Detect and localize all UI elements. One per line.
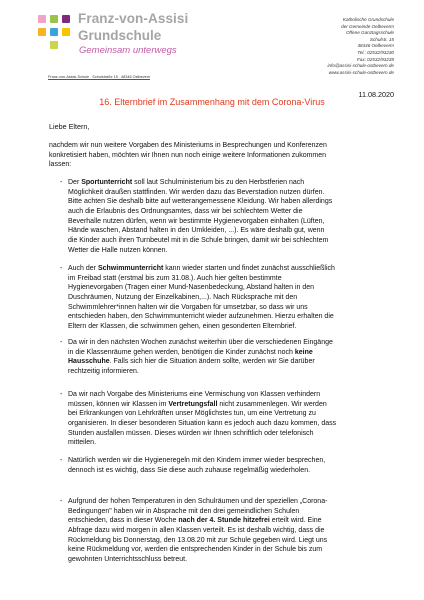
bold-keyword: Sportunterricht (81, 179, 133, 186)
text-run: keine Rückmeldung vor, werden die entsprechenden Kinder in der Schule bis zum (68, 546, 323, 554)
bullet-line (68, 283, 396, 293)
bullet-dash: - (60, 265, 63, 272)
bullet-line (68, 293, 396, 303)
text-run: organisieren. In dieser besonderen Situation kann es jedoch auch dazu kommen, dass (68, 419, 337, 427)
text-run: Der (68, 179, 82, 186)
text-run: Bedingungen" haben wir in Absprache mit den drei gemeindlichen Schulen (68, 507, 300, 515)
logo-tagline: Gemeinsam unterwegs (79, 45, 177, 56)
text-run: Rückmeldung bis Donnerstag, den 13.08.20 mit zur Schule gegeben wird. Liegt uns (68, 536, 328, 544)
bullet-line (68, 188, 396, 198)
bullet-line (68, 322, 396, 332)
bullet-dash: - (60, 457, 63, 464)
text-run: mitteilen. (68, 439, 97, 447)
text-run: gewohnten Unterrichtsschluss betreut. (68, 555, 188, 563)
bullet-dash: - (60, 498, 63, 505)
salutation: Liebe Eltern, (49, 122, 90, 131)
bullet-line (68, 516, 396, 526)
bullet-line (68, 456, 396, 466)
bullet-line (68, 497, 396, 507)
contact-line: 48346 Oelbeverm (357, 43, 394, 49)
logo-square (38, 28, 46, 36)
text-run: müssen, können wir Klassen im (68, 400, 169, 408)
logo-square (62, 15, 70, 23)
bold-keyword: Hausschuhe (68, 358, 110, 366)
text-run: im Freibad statt (erstmal bis zum 31.08.). Auch hier gelten bestimmte (68, 274, 282, 282)
bullet-line (68, 419, 396, 429)
bullet-line (68, 507, 396, 517)
text-run: entschieden, dass in dieser Woche (68, 517, 179, 525)
bold-keyword: Vertretungsfall (168, 400, 218, 408)
bullet-line (68, 207, 396, 217)
text-run: erteilt wird. Eine (269, 517, 322, 525)
letter-title: 16. Elternbrief im Zusammenhang mit dem Corona-Virus (99, 97, 325, 107)
bullet-line (68, 226, 396, 236)
contact-line: Schulstr. 15 (369, 36, 394, 42)
text-run: Hygienevorgaben (Tragen einer Mund-Nasenbedeckung, Abstand halten in den (68, 284, 315, 292)
text-run: Duschräumen, Nutzung der Einzelkabinen,...). Nach Rücksprache mit den (68, 293, 298, 301)
bullet-line (68, 197, 396, 207)
bullet-line (68, 536, 396, 546)
bullet-line (68, 348, 396, 358)
contact-line: Offene Ganztagsschule (345, 30, 394, 36)
bullet-line (68, 466, 396, 476)
bullet-line (68, 274, 396, 284)
bullet-line (68, 367, 396, 377)
text-run: . Falls sich hier die Situation ändern sollte, werden wir Sie darüber (109, 358, 315, 366)
bullet-dash: - (60, 179, 63, 186)
logo-square (50, 15, 58, 23)
logo-square (38, 15, 46, 23)
bullet-line (68, 178, 396, 188)
text-run: entschieden haben, den Schwimmunterricht wieder aufzunehmen. Hierzu erhalten die (68, 313, 334, 321)
bullet-line (68, 236, 396, 246)
text-run: Da wir in den nächsten Wochen zunächst weiterhin über die verschiedenen Eingänge (68, 339, 333, 346)
bold-keyword: Schwimmunterricht (97, 265, 164, 272)
bullet-item (60, 264, 396, 332)
bullet-item (60, 497, 396, 565)
logo-square (50, 41, 58, 49)
bold-keyword: nach der 4. Stunde hitzefrei (178, 517, 270, 525)
text-run: nicht zusammenlegen. Wir werden (217, 400, 327, 408)
bullet-item (60, 338, 396, 377)
sender-line: Franz-von-Assisi-Schule . Schulstraße 15 . 48346 Ostbevern (48, 75, 151, 79)
intro-paragraph (49, 141, 393, 170)
bullet-line (68, 400, 396, 410)
text-run: Eltern der Klassen, die schwimmen gehen, einen gesonderten Elternbrief. (68, 322, 297, 330)
text-run: bei Erkrankungen von Lehrkräften unser Möglichstes tun, um eine Vertretung zu (68, 410, 316, 418)
text-run: dennoch ist es wichtig, dass Sie diese auch zuhause regelmäßig wiederholen. (68, 466, 311, 474)
contact-line: der Gemeinde Oelbeverm (341, 23, 394, 29)
text-run: Hände waschen, Abstand halten in den Umkleiden, ...). Es wäre deshalb gut, wenn (68, 227, 325, 235)
text-run: Wetter die Halle nutzen können. (68, 246, 168, 254)
contact-line: Katholische Grundschule (342, 17, 394, 22)
logo-school-name: Franz-von-Assisi (78, 11, 189, 26)
text-run: Beverhalle nutzen dürfen, wenn wir bestimmte Hygienevorgaben einhalten (Lüften, (68, 217, 325, 225)
bullet-line (68, 246, 396, 256)
text-run: Bitte achten Sie deshalb bitte auf wetterangemessene Kleidung. Wir haben allerdings (68, 198, 333, 206)
text-run: Möglichkeit draußen stattfinden. Wir werden dazu das Beverstadion nutzen dürfen. (68, 188, 325, 196)
text-run: soll laut Schulministerium bis zu den Herbstferien nach (132, 179, 305, 186)
bullet-line (68, 555, 396, 565)
contact-email: info@assisi-schule-ostbevern.de (327, 63, 394, 69)
contact-website: www.assisi-schule-ostbevern.de (328, 69, 394, 75)
bullet-line (68, 429, 396, 439)
text-run: Da wir nach Vorgabe des Ministeriums eine Vermischung von Klassen verhindern (68, 391, 321, 398)
bullet-line (68, 312, 396, 322)
bullet-line (68, 217, 396, 227)
bullet-line (68, 409, 396, 419)
letter-date: 11.08.2020 (358, 90, 394, 99)
text-run: kann wieder starten und findet zunächst ausschließlich (163, 265, 335, 272)
bullet-dash: - (60, 339, 63, 346)
text-run: Stunden ausfallen müssen. Dieses würden wir Ihnen schriftlich oder telefonisch (68, 429, 314, 437)
bullet-line (68, 357, 396, 367)
text-run: auch die Erlaubnis des Ordnungsamtes, dass wir bei schlechtem Wetter die (68, 207, 303, 215)
text-run: Aufgrund der hohen Temperaturen in den Schulräumen und der speziellen „Corona- (68, 498, 328, 505)
bullet-line (68, 264, 396, 274)
contact-line: Tel.: 02532/93230 (357, 49, 394, 55)
contact-line: Fax: 02532/93239 (356, 56, 394, 62)
text-run: in die Klassenräume gehen werden, benötigen die Kinder zunächst noch (68, 348, 295, 356)
logo-school-type: Grundschule (78, 28, 162, 43)
bold-keyword: keine (294, 348, 313, 356)
text-run: Abfrage dazu wird morgen in allen Klassen verteilt. Es ist deshalb wichtig, dass die (68, 526, 325, 534)
bullet-line (68, 438, 396, 448)
bullet-item (60, 456, 396, 475)
bullet-line (68, 338, 396, 348)
intro-line: konkretisiert haben, möchten wir Ihnen nun noch einige weitere Informationen zukommen (49, 151, 327, 159)
bullet-item (60, 178, 396, 255)
bullet-line (68, 303, 396, 313)
text-run: rechtzeitig informieren. (68, 367, 139, 375)
bullet-line (68, 526, 396, 536)
bullet-line (68, 390, 396, 400)
logo-square (50, 28, 58, 36)
text-run: die Kinder auch ihren Turnbeutel mit in die Schule bringen, damit wir bei schlechtem (68, 236, 329, 244)
bullet-line (68, 545, 396, 555)
bullet-item (60, 390, 396, 448)
school-contact-block (274, 17, 394, 76)
text-run: Schwimmlehrer*innen halten wir die Vorgaben für umsetzbar, so dass wir uns (68, 303, 308, 311)
text-run: Natürlich werden wir die Hygieneregeln mit den Kindern immer wieder besprechen, (68, 457, 326, 464)
logo-square (62, 28, 70, 36)
text-run: Auch der (68, 265, 98, 272)
intro-line: lassen: (49, 161, 72, 169)
bullet-dash: - (60, 391, 63, 398)
intro-line: nachdem wir nun weitere Vorgaben des Ministeriums in Besprechungen und Konferenzen (49, 142, 327, 149)
